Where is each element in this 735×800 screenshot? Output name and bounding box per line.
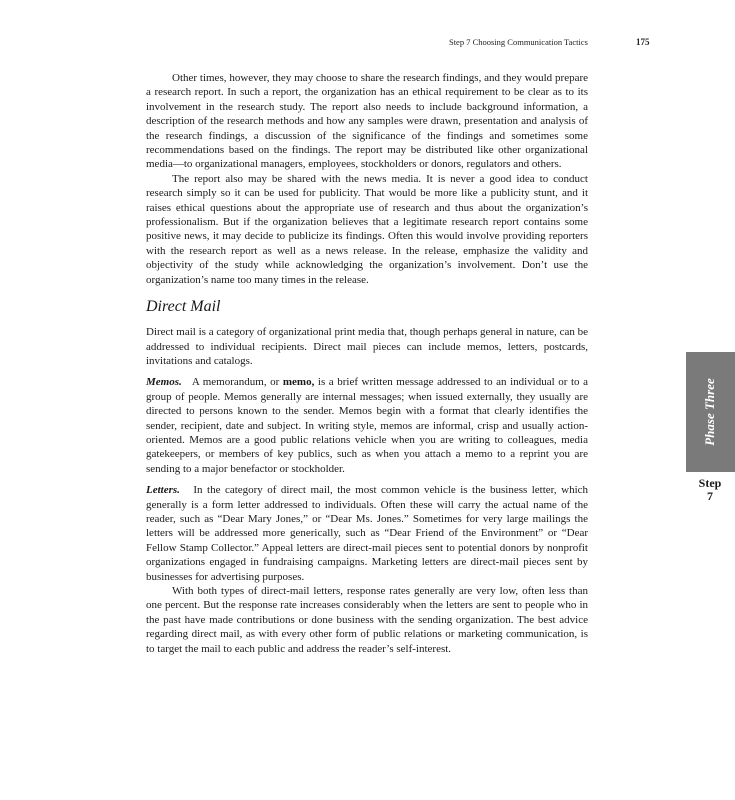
step-number: 7 <box>707 489 713 503</box>
paragraph-direct-mail-intro: Direct mail is a category of organizational print media that, though perhaps general in nature, can be addressed to individual recipients. Direct mail pieces can include memos, letters, postcards, invitations and catalogs. <box>146 326 588 367</box>
phase-tab <box>686 352 735 472</box>
runin-heading-memos: Memos. <box>146 376 182 389</box>
paragraph-memos <box>146 375 588 476</box>
runin-heading-letters: Letters. <box>146 484 180 497</box>
running-head: Step 7 Choosing Communication Tactics <box>448 37 588 47</box>
page-body <box>146 71 588 656</box>
paragraph-letters <box>146 483 588 584</box>
memo-term: memo, <box>282 376 315 389</box>
memos-body: is a brief written message addressed to an individual or to a group of people. Memos generally are internal messages; when issued externally, they usually are directed to persons known to the sender. Memos begin with a format that clearly identifies the sender, recipient, date and subject. In writing style, memos are informal, crisp and usually action-oriented. Memos are a good public relations vehicle when you are writing to colleagues, media gatekeepers, or members of key publics, such as when you attach a memo to a reprint you are sending to a major benefactor or stockholder. <box>146 376 588 475</box>
memos-lead: A memorandum, or <box>191 376 280 389</box>
paragraph-news-media: The report also may be shared with the news media. It is never a good idea to conduct research simply so it can be used for publicity. That would be more like a publicity stunt, and it raises ethical questions about the appropriate use of research and thus about the organization’s professionalism. But if the organization believes that a legitimate research report contains some positive news, it may decide to publicize its findings. Often this would involve providing reporters with the research report as well as a news release. In the release, emphasize the validity and objectivity of the study while acknowledging the organization’s involvement. Don’t use the organization’s name too many times in the release. <box>146 172 588 286</box>
phase-tab-label: Phase Three <box>702 378 717 446</box>
section-heading-direct-mail: Direct Mail <box>146 298 221 316</box>
paragraph-research-report: Other times, however, they may choose to share the research findings, and they would prepare a research report. In such a report, the organization has an ethical requirement to be clear as to its involvement in the research study. The report also needs to include background information, a description of the research methods and how any samples were drawn, presentation and analysis of the research findings, a discussion of the significance of the findings and sometimes some recommendations based on the findings. The report may be distributed like other organizational media—to organizational managers, employees, stockholders or donors, regulators and others. <box>146 72 588 171</box>
step-word: Step <box>698 476 722 490</box>
page-number: 175 <box>636 37 650 47</box>
step-label <box>688 477 732 503</box>
paragraph-response-rates: With both types of direct-mail letters, response rates generally are very low, often less than one percent. But the response rate increases considerably when the letters are sent to people who in the past have made contributions or done business with the sending organization. The best advice regarding direct mail, as with every other form of public relations or marketing communication, is to target the mail to each public and address the reader’s self-interest. <box>146 585 588 655</box>
letters-body: In the category of direct mail, the most common vehicle is the business letter, which generally is a form letter addressed to individuals. Often these will carry the actual name of the reader, such as “Dear Mary Jones,” or “Dear Ms. Jones.” Sometimes for very large mailings the letters will be addressed more generically, such as “Dear Friend of the Environment” or “Dear Fellow Stamp Collector.” Appeal letters are direct-mail pieces sent to potential donors by nonprofit organizations engaged in fundraising campaigns. Marketing letters are direct-mail pieces sent by businesses for advertising purposes. <box>146 484 589 583</box>
